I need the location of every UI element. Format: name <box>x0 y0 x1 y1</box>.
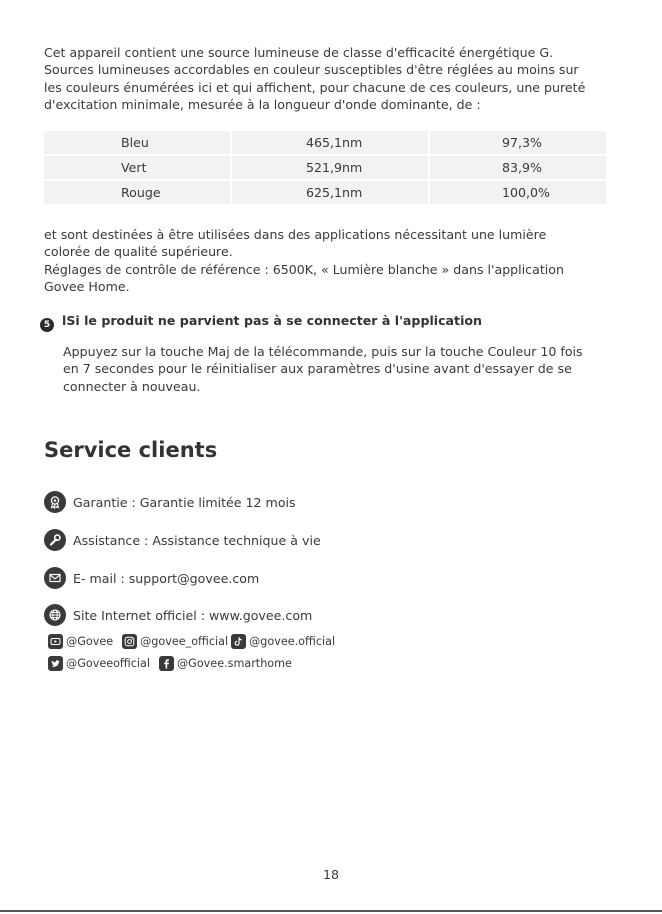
text-line: en 7 secondes pour le réinitialiser aux paramètres d'usine avant d'essayer de se <box>63 361 572 377</box>
step-number-badge: 5 <box>40 318 54 332</box>
social-row <box>48 656 292 671</box>
step-paragraph <box>63 343 623 395</box>
social-handle: @Govee <box>66 635 114 648</box>
twitter-icon <box>48 656 63 671</box>
social-handle: @govee.official <box>249 635 336 648</box>
text-line: Appuyez sur la touche Maj de la télécommande, puis sur la touche Couleur 10 fois <box>63 344 583 359</box>
youtube-icon <box>48 634 63 649</box>
text-line: et sont destinées à être utilisées dans des applications nécessitant une lumière <box>44 227 547 242</box>
service-item-website <box>44 604 312 626</box>
social-row <box>48 634 335 649</box>
warranty-badge-icon <box>44 491 66 513</box>
purity-cell: 83,9% <box>430 156 606 181</box>
service-item-text: Site Internet officiel : www.govee.com <box>73 607 313 623</box>
service-item-assistance <box>44 529 321 551</box>
social-handle: @Govee.smarthome <box>176 657 292 670</box>
color-purity-table <box>42 131 608 206</box>
step-title: lSi le produit ne parvient pas à se connecter à l'application <box>62 313 483 328</box>
color-name-cell: Rouge <box>44 181 230 206</box>
table-row <box>44 156 606 181</box>
color-name-cell: Bleu <box>44 131 230 156</box>
purity-cell: 97,3% <box>430 131 606 156</box>
wavelength-cell: 625,1nm <box>232 181 428 206</box>
usage-paragraph <box>44 226 619 295</box>
service-item-warranty <box>44 491 296 513</box>
section-title: Service clients <box>44 438 218 462</box>
service-item-email <box>44 567 259 589</box>
envelope-icon <box>44 567 66 589</box>
bottom-divider <box>0 910 662 912</box>
text-line: Sources lumineuses accordables en couleur susceptibles d'être réglées au moins sur <box>44 62 579 78</box>
service-item-text: Garantie : Garantie limitée 12 mois <box>73 494 296 510</box>
social-handle: @Goveeofficial <box>66 657 150 670</box>
text-line: Réglages de contrôle de référence : 6500K, « Lumière blanche » dans l'application <box>44 261 564 277</box>
facebook-icon <box>159 656 174 671</box>
page-number: 18 <box>322 867 340 882</box>
wavelength-cell: 521,9nm <box>232 156 428 181</box>
table-row <box>44 181 606 206</box>
step-heading <box>40 313 482 332</box>
instagram-icon <box>122 634 137 649</box>
tiktok-icon <box>231 634 246 649</box>
wrench-icon <box>44 529 66 551</box>
purity-cell: 100,0% <box>430 181 606 206</box>
text-line: connecter à nouveau. <box>63 378 201 394</box>
text-line: Cet appareil contient une source lumineuse de classe d'efficacité énergétique G. <box>44 45 554 60</box>
wavelength-cell: 465,1nm <box>232 131 428 156</box>
text-line: d'excitation minimale, mesurée à la longueur d'onde dominante, de : <box>44 96 481 112</box>
globe-icon <box>44 604 66 626</box>
color-name-cell: Vert <box>44 156 230 181</box>
service-item-text: E- mail : support@govee.com <box>73 570 260 586</box>
text-line: Govee Home. <box>44 278 130 294</box>
social-handle: @govee_official <box>140 635 229 648</box>
intro-paragraph <box>44 44 619 113</box>
text-line: les couleurs énumérées ici et qui affichent, pour chacune de ces couleurs, une pureté <box>44 79 586 95</box>
table-row <box>44 131 606 156</box>
text-line: colorée de qualité supérieure. <box>44 244 233 260</box>
service-item-text: Assistance : Assistance technique à vie <box>73 532 321 548</box>
